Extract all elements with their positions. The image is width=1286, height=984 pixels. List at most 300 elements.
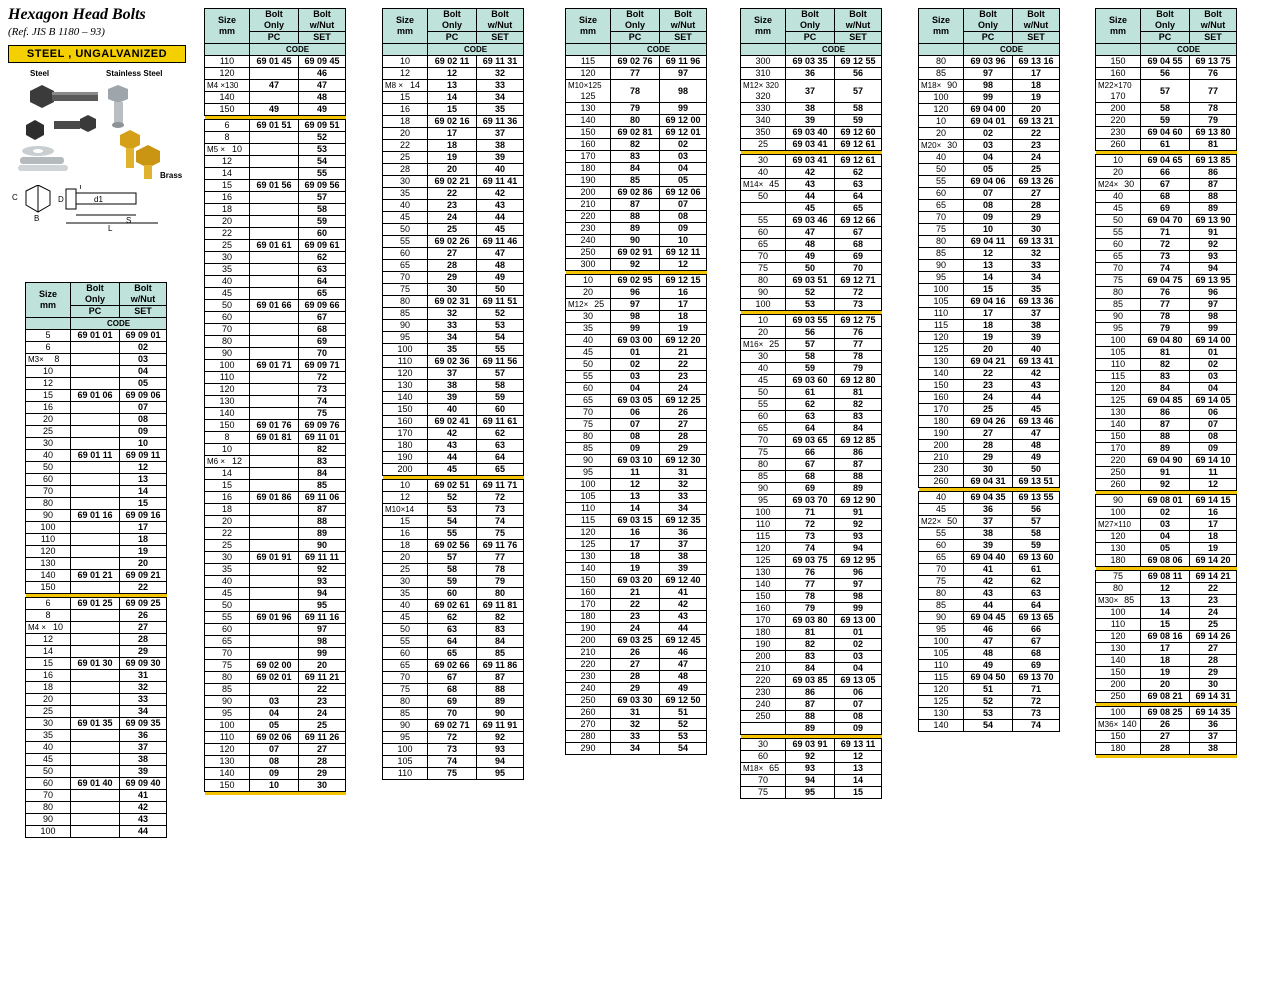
col-header-set: SET xyxy=(299,32,346,44)
cell-size: 90 xyxy=(205,696,250,708)
cell-size: 80 xyxy=(741,275,786,287)
cell-bolt-with-nut-code: 24 xyxy=(660,383,707,395)
table-row xyxy=(26,658,167,670)
cell-bolt-with-nut-code: 69 11 31 xyxy=(477,56,524,68)
cell-bolt-with-nut-code: 20 xyxy=(299,660,346,672)
cell-bolt-only-code: 69 02 51 xyxy=(428,480,477,492)
col-header-set: SET xyxy=(1013,32,1060,44)
cell-bolt-with-nut-code: 40 xyxy=(477,164,524,176)
cell-size: 220 xyxy=(741,675,786,687)
cell-bolt-with-nut-code: 15 xyxy=(835,787,882,799)
table-row xyxy=(566,115,707,127)
cell-size: 20 xyxy=(26,694,71,706)
table-row xyxy=(205,192,346,204)
cell-bolt-with-nut-code: 05 xyxy=(660,175,707,187)
cell-size: 95 xyxy=(205,708,250,720)
cell-bolt-only-code: 14 xyxy=(1141,607,1190,619)
cell-size: 125 xyxy=(919,344,964,356)
cell-bolt-only-code: 49 xyxy=(250,104,299,116)
cell-size: 55 xyxy=(919,528,964,540)
col-header-bolt-with-nut: Bolt w/Nut xyxy=(120,283,167,306)
table-row xyxy=(566,623,707,635)
table-row xyxy=(205,504,346,516)
table-row xyxy=(26,646,167,658)
cell-bolt-with-nut-code: 69 11 71 xyxy=(477,480,524,492)
cell-bolt-with-nut-code: 03 xyxy=(120,354,167,366)
cell-bolt-only-code: 69 03 65 xyxy=(786,435,835,447)
cell-bolt-with-nut-code: 29 xyxy=(120,646,167,658)
cell-size: 120 xyxy=(1096,631,1141,643)
cell-bolt-only-code: 49 xyxy=(786,251,835,263)
cell-bolt-only-code: 08 xyxy=(611,431,660,443)
cell-bolt-only-code: 30 xyxy=(428,284,477,296)
table-row xyxy=(383,732,524,744)
cell-size: 20 xyxy=(1096,167,1141,179)
cell-bolt-only-code xyxy=(71,694,120,706)
cell-size: 150 xyxy=(741,591,786,603)
table-row xyxy=(383,224,524,236)
cell-size: 15 xyxy=(26,658,71,670)
table-row xyxy=(741,435,882,447)
cell-bolt-with-nut-code: 22 xyxy=(120,582,167,594)
cell-bolt-with-nut-code: 28 xyxy=(299,756,346,768)
cell-bolt-with-nut-code: 48 xyxy=(660,671,707,683)
cell-bolt-with-nut-code: 89 xyxy=(835,483,882,495)
cell-bolt-with-nut-code: 69 11 11 xyxy=(299,552,346,564)
cell-bolt-with-nut-code: 48 xyxy=(1013,440,1060,452)
cell-size: 30 xyxy=(741,155,786,167)
cell-bolt-with-nut-code: 47 xyxy=(299,80,346,92)
table-row xyxy=(741,315,882,327)
cell-bolt-only-code xyxy=(250,528,299,540)
cell-bolt-only-code xyxy=(250,684,299,696)
cell-bolt-only-code xyxy=(71,378,120,390)
cell-bolt-only-code: 09 xyxy=(611,443,660,455)
cell-bolt-with-nut-code: 36 xyxy=(1190,719,1237,731)
table-row xyxy=(1096,619,1237,631)
table-row xyxy=(566,431,707,443)
cell-bolt-with-nut-code: 88 xyxy=(477,684,524,696)
cell-size: 120 xyxy=(1096,383,1141,395)
table-row xyxy=(566,80,707,103)
cell-bolt-with-nut-code: 65 xyxy=(299,288,346,300)
table-row xyxy=(383,540,524,552)
cell-bolt-with-nut-code: 59 xyxy=(477,392,524,404)
table-row xyxy=(919,504,1060,516)
cell-bolt-only-code xyxy=(250,516,299,528)
cell-bolt-only-code: 89 xyxy=(611,223,660,235)
table-row xyxy=(383,236,524,248)
table-row xyxy=(919,380,1060,392)
table-row xyxy=(566,299,707,311)
cell-bolt-with-nut-code: 37 xyxy=(660,539,707,551)
cell-size: 18 xyxy=(383,540,428,552)
cell-bolt-only-code: 57 xyxy=(428,552,477,564)
cell-size: 80 xyxy=(919,236,964,248)
table-row xyxy=(383,80,524,92)
table-row xyxy=(26,366,167,378)
cell-bolt-with-nut-code: 19 xyxy=(660,323,707,335)
table-row xyxy=(383,672,524,684)
col-header-pc: PC xyxy=(428,32,477,44)
cell-size: 100 xyxy=(919,636,964,648)
cell-bolt-with-nut-code: 26 xyxy=(660,407,707,419)
cell-size: 130 xyxy=(205,756,250,768)
cell-bolt-only-code: 67 xyxy=(1141,179,1190,191)
cell-size: 20 xyxy=(383,128,428,140)
cell-bolt-only-code: 38 xyxy=(964,528,1013,540)
cell-bolt-only-code: 17 xyxy=(964,308,1013,320)
cell-size: 12 xyxy=(383,68,428,80)
table-row xyxy=(1096,56,1237,68)
cell-bolt-only-code xyxy=(250,480,299,492)
table-row xyxy=(741,763,882,775)
col-header-bolt-only: Bolt Only xyxy=(786,9,835,32)
cell-bolt-only-code: 69 03 30 xyxy=(611,695,660,707)
cell-bolt-with-nut-code: 39 xyxy=(660,563,707,575)
cell-bolt-only-code: 69 02 61 xyxy=(428,600,477,612)
cell-bolt-with-nut-code: 89 xyxy=(477,696,524,708)
table-row xyxy=(741,591,882,603)
cell-size: 100 xyxy=(26,522,71,534)
cell-bolt-with-nut-code: 67 xyxy=(1013,636,1060,648)
table-row xyxy=(566,575,707,587)
table-row xyxy=(566,515,707,527)
cell-bolt-with-nut-code: 30 xyxy=(1013,224,1060,236)
table-row xyxy=(741,299,882,311)
cell-bolt-with-nut-code: 63 xyxy=(299,264,346,276)
cell-bolt-only-code: 13 xyxy=(611,491,660,503)
cell-bolt-only-code: 79 xyxy=(611,103,660,115)
cell-bolt-only-code: 12 xyxy=(1141,583,1190,595)
cell-bolt-with-nut-code: 13 xyxy=(120,474,167,486)
cell-size: 80 xyxy=(383,296,428,308)
cell-bolt-with-nut-code: 90 xyxy=(299,540,346,552)
cell-size: 115 xyxy=(741,531,786,543)
cell-size: 40 xyxy=(383,600,428,612)
table-row xyxy=(205,56,346,68)
cell-size: 110 xyxy=(919,660,964,672)
cell-size: 100 xyxy=(1096,507,1141,519)
bolt-dimension-diagram xyxy=(8,185,194,233)
table-row xyxy=(741,471,882,483)
table-row xyxy=(205,444,346,456)
cell-bolt-with-nut-code: 33 xyxy=(477,80,524,92)
table-row xyxy=(919,188,1060,200)
cell-bolt-only-code: 23 xyxy=(428,200,477,212)
cell-bolt-only-code: 69 04 85 xyxy=(1141,395,1190,407)
cell-bolt-with-nut-code: 31 xyxy=(120,670,167,682)
cell-bolt-with-nut-code: 64 xyxy=(835,191,882,203)
cell-bolt-with-nut-code: 09 xyxy=(835,723,882,735)
cell-bolt-with-nut-code: 95 xyxy=(477,768,524,780)
cell-bolt-with-nut-code: 94 xyxy=(477,756,524,768)
cell-bolt-with-nut-code: 77 xyxy=(477,552,524,564)
table-row xyxy=(26,582,167,594)
cell-size: 18 xyxy=(383,116,428,128)
cell-size: 200 xyxy=(566,635,611,647)
table-row xyxy=(383,720,524,732)
table-row xyxy=(205,552,346,564)
cell-size: 200 xyxy=(1096,679,1141,691)
cell-bolt-with-nut-code: 78 xyxy=(835,351,882,363)
cell-bolt-only-code: 69 04 50 xyxy=(964,672,1013,684)
table-row xyxy=(383,308,524,320)
table-row xyxy=(1096,323,1237,335)
cell-bolt-only-code: 21 xyxy=(611,587,660,599)
cell-size: 8 xyxy=(205,132,250,144)
label-steel: Steel xyxy=(30,69,50,78)
cell-bolt-only-code xyxy=(71,546,120,558)
cell-size: 130 xyxy=(741,567,786,579)
cell-size: 80 xyxy=(566,431,611,443)
cell-size: 12 xyxy=(26,378,71,390)
table-row xyxy=(919,68,1060,80)
cell-size: 35 xyxy=(26,730,71,742)
table-row xyxy=(205,80,346,92)
cell-size: 170 xyxy=(566,599,611,611)
cell-bolt-with-nut-code: 14 xyxy=(835,775,882,787)
cell-size: 180 xyxy=(1096,743,1141,755)
cell-size: 310 xyxy=(741,68,786,80)
cell-bolt-with-nut-code: 46 xyxy=(299,68,346,80)
col-header-bolt-only: Bolt Only xyxy=(250,9,299,32)
col-header-size: Size mm xyxy=(383,9,428,44)
cell-bolt-only-code: 27 xyxy=(611,659,660,671)
col-header-code: CODE xyxy=(611,44,707,56)
cell-bolt-only-code: 13 xyxy=(1141,595,1190,607)
table-row xyxy=(205,672,346,684)
cell-size: 190 xyxy=(566,623,611,635)
svg-text:C: C xyxy=(12,193,18,202)
cell-bolt-with-nut-code: 99 xyxy=(1190,323,1237,335)
cell-bolt-only-code: 69 08 25 xyxy=(1141,707,1190,719)
cell-bolt-with-nut-code: 69 12 95 xyxy=(835,555,882,567)
table-row xyxy=(26,378,167,390)
cell-size: 350 xyxy=(741,127,786,139)
table-row xyxy=(741,387,882,399)
cell-size: 25 xyxy=(383,564,428,576)
cell-bolt-with-nut-code: 69 12 60 xyxy=(835,127,882,139)
col-header-bolt-with-nut: Bolt w/Nut xyxy=(835,9,882,32)
table-row xyxy=(26,342,167,354)
table-row xyxy=(919,476,1060,488)
cell-bolt-with-nut-code: 08 xyxy=(1190,431,1237,443)
cell-size: 90 xyxy=(566,455,611,467)
cell-size: 16 xyxy=(383,528,428,540)
cell-bolt-only-code: 69 xyxy=(428,696,477,708)
cell-bolt-only-code xyxy=(250,144,299,156)
cell-bolt-only-code: 87 xyxy=(1141,419,1190,431)
table-row xyxy=(566,347,707,359)
cell-size: 170 xyxy=(741,615,786,627)
cell-bolt-only-code: 68 xyxy=(786,471,835,483)
cell-bolt-with-nut-code: 18 xyxy=(660,311,707,323)
cell-bolt-with-nut-code: 41 xyxy=(120,790,167,802)
cell-bolt-with-nut-code: 93 xyxy=(835,531,882,543)
cell-bolt-only-code: 69 02 71 xyxy=(428,720,477,732)
cell-bolt-with-nut-code: 39 xyxy=(1013,332,1060,344)
cell-bolt-with-nut-code: 69 09 25 xyxy=(120,598,167,610)
cell-bolt-only-code: 69 03 46 xyxy=(786,215,835,227)
table-row xyxy=(566,671,707,683)
table-row xyxy=(919,684,1060,696)
cell-bolt-with-nut-code: 83 xyxy=(835,411,882,423)
table-row xyxy=(566,419,707,431)
cell-bolt-only-code xyxy=(250,204,299,216)
cell-size: 260 xyxy=(919,476,964,488)
cell-size: 300 xyxy=(741,56,786,68)
cell-size: 210 xyxy=(566,199,611,211)
cell-bolt-only-code: 79 xyxy=(786,603,835,615)
cell-bolt-with-nut-code: 64 xyxy=(1013,600,1060,612)
cell-bolt-only-code: 69 03 05 xyxy=(611,395,660,407)
cell-size: 290 xyxy=(566,743,611,755)
cell-size: 85 xyxy=(919,248,964,260)
table-row xyxy=(566,659,707,671)
cell-size: 115 xyxy=(566,56,611,68)
table-row xyxy=(205,432,346,444)
cell-size: 115 xyxy=(919,672,964,684)
cell-size: 125 xyxy=(1096,395,1141,407)
cell-size: 6 xyxy=(26,342,71,354)
cell-size: 70 xyxy=(383,672,428,684)
cell-bolt-only-code: 29 xyxy=(964,452,1013,464)
cell-bolt-with-nut-code: 69 12 01 xyxy=(660,127,707,139)
cell-bolt-only-code xyxy=(250,216,299,228)
table-row xyxy=(26,534,167,546)
cell-bolt-with-nut-code: 69 13 80 xyxy=(1190,127,1237,139)
table-row xyxy=(741,339,882,351)
cell-size: 100 xyxy=(205,360,250,372)
cell-bolt-with-nut-code: 30 xyxy=(1190,679,1237,691)
cell-bolt-with-nut-code: 69 12 50 xyxy=(660,695,707,707)
cell-bolt-only-code: 69 01 06 xyxy=(71,390,120,402)
cell-bolt-with-nut-code: 16 xyxy=(1190,507,1237,519)
col-header-blank xyxy=(741,44,786,56)
cell-bolt-only-code: 59 xyxy=(1141,115,1190,127)
cell-bolt-only-code: 69 03 55 xyxy=(786,315,835,327)
cell-size: 60 xyxy=(919,540,964,552)
cell-bolt-only-code xyxy=(250,456,299,468)
page-reference: (Ref. JIS B 1180 – 93) xyxy=(8,26,105,38)
table-row xyxy=(1096,555,1237,567)
cell-bolt-only-code: 10 xyxy=(250,780,299,792)
cell-bolt-with-nut-code: 69 14 00 xyxy=(1190,335,1237,347)
cell-bolt-with-nut-code: 58 xyxy=(1013,528,1060,540)
table-row xyxy=(205,480,346,492)
cell-size: M10×14 xyxy=(383,504,428,516)
cell-size: 14 xyxy=(205,168,250,180)
table-row xyxy=(1096,571,1237,583)
cell-bolt-only-code: 85 xyxy=(611,175,660,187)
cell-size: 75 xyxy=(383,284,428,296)
cell-bolt-with-nut-code: 99 xyxy=(299,648,346,660)
cell-bolt-with-nut-code: 37 xyxy=(1190,731,1237,743)
cell-size: 6 xyxy=(205,120,250,132)
cell-size: 90 xyxy=(741,483,786,495)
cell-bolt-with-nut-code: 69 09 06 xyxy=(120,390,167,402)
cell-bolt-with-nut-code: 65 xyxy=(835,203,882,215)
table-row xyxy=(741,447,882,459)
cell-size: 120 xyxy=(383,368,428,380)
table-row xyxy=(205,288,346,300)
cell-bolt-only-code: 69 04 55 xyxy=(1141,56,1190,68)
table-row xyxy=(383,332,524,344)
cell-bolt-only-code: 69 03 60 xyxy=(786,375,835,387)
cell-bolt-with-nut-code: 90 xyxy=(477,708,524,720)
cell-bolt-only-code: 92 xyxy=(611,259,660,271)
table-row xyxy=(741,399,882,411)
cell-bolt-with-nut-code: 85 xyxy=(299,480,346,492)
cell-size: 250 xyxy=(566,695,611,707)
cell-bolt-only-code: 69 08 21 xyxy=(1141,691,1190,703)
table-row xyxy=(205,92,346,104)
table-row xyxy=(566,491,707,503)
table-row xyxy=(566,647,707,659)
cell-bolt-with-nut-code: 69 xyxy=(1013,660,1060,672)
table-row xyxy=(1096,383,1237,395)
cell-size: 45 xyxy=(383,212,428,224)
cell-bolt-only-code: 45 xyxy=(428,464,477,476)
cell-size: 10 xyxy=(1096,155,1141,167)
table-row xyxy=(1096,443,1237,455)
table-row xyxy=(205,240,346,252)
cell-size: 40 xyxy=(205,276,250,288)
cell-bolt-only-code: 69 03 41 xyxy=(786,155,835,167)
cell-size: 90 xyxy=(383,320,428,332)
table-row xyxy=(1096,347,1237,359)
cell-bolt-with-nut-code: 09 xyxy=(660,223,707,235)
cell-size: 55 xyxy=(383,236,428,248)
cell-bolt-with-nut-code: 69 13 16 xyxy=(1013,56,1060,68)
cell-size: 10 xyxy=(566,275,611,287)
cell-bolt-only-code: 61 xyxy=(1141,139,1190,151)
table-row xyxy=(566,527,707,539)
cell-bolt-with-nut-code: 25 xyxy=(1190,619,1237,631)
table-row xyxy=(919,356,1060,368)
col-header-bolt-only: Bolt Only xyxy=(1141,9,1190,32)
cell-size: 50 xyxy=(1096,215,1141,227)
cell-size: 120 xyxy=(26,546,71,558)
cell-size: 16 xyxy=(383,104,428,116)
cell-bolt-only-code: 03 xyxy=(611,371,660,383)
cell-bolt-only-code: 78 xyxy=(1141,311,1190,323)
cell-bolt-only-code: 69 02 31 xyxy=(428,296,477,308)
cell-bolt-with-nut-code: 69 13 11 xyxy=(835,739,882,751)
cell-size: 55 xyxy=(741,399,786,411)
cell-bolt-with-nut-code: 17 xyxy=(1190,519,1237,531)
table-row xyxy=(741,375,882,387)
table-row xyxy=(383,492,524,504)
cell-size: 60 xyxy=(919,188,964,200)
table-row xyxy=(26,546,167,558)
cell-size: 30 xyxy=(383,176,428,188)
cell-bolt-with-nut-code: 25 xyxy=(299,720,346,732)
cell-size: 240 xyxy=(566,235,611,247)
cell-size: M27×110 xyxy=(1096,519,1141,531)
table-row xyxy=(205,780,346,792)
cell-bolt-only-code: 64 xyxy=(428,636,477,648)
cell-bolt-with-nut-code: 02 xyxy=(660,139,707,151)
cell-bolt-only-code xyxy=(250,324,299,336)
cell-bolt-with-nut-code: 50 xyxy=(1013,464,1060,476)
cell-bolt-with-nut-code: 85 xyxy=(477,648,524,660)
cell-bolt-with-nut-code: 32 xyxy=(477,68,524,80)
table-row xyxy=(383,200,524,212)
col-header-bolt-with-nut: Bolt w/Nut xyxy=(1190,9,1237,32)
cell-size: 6 xyxy=(26,598,71,610)
